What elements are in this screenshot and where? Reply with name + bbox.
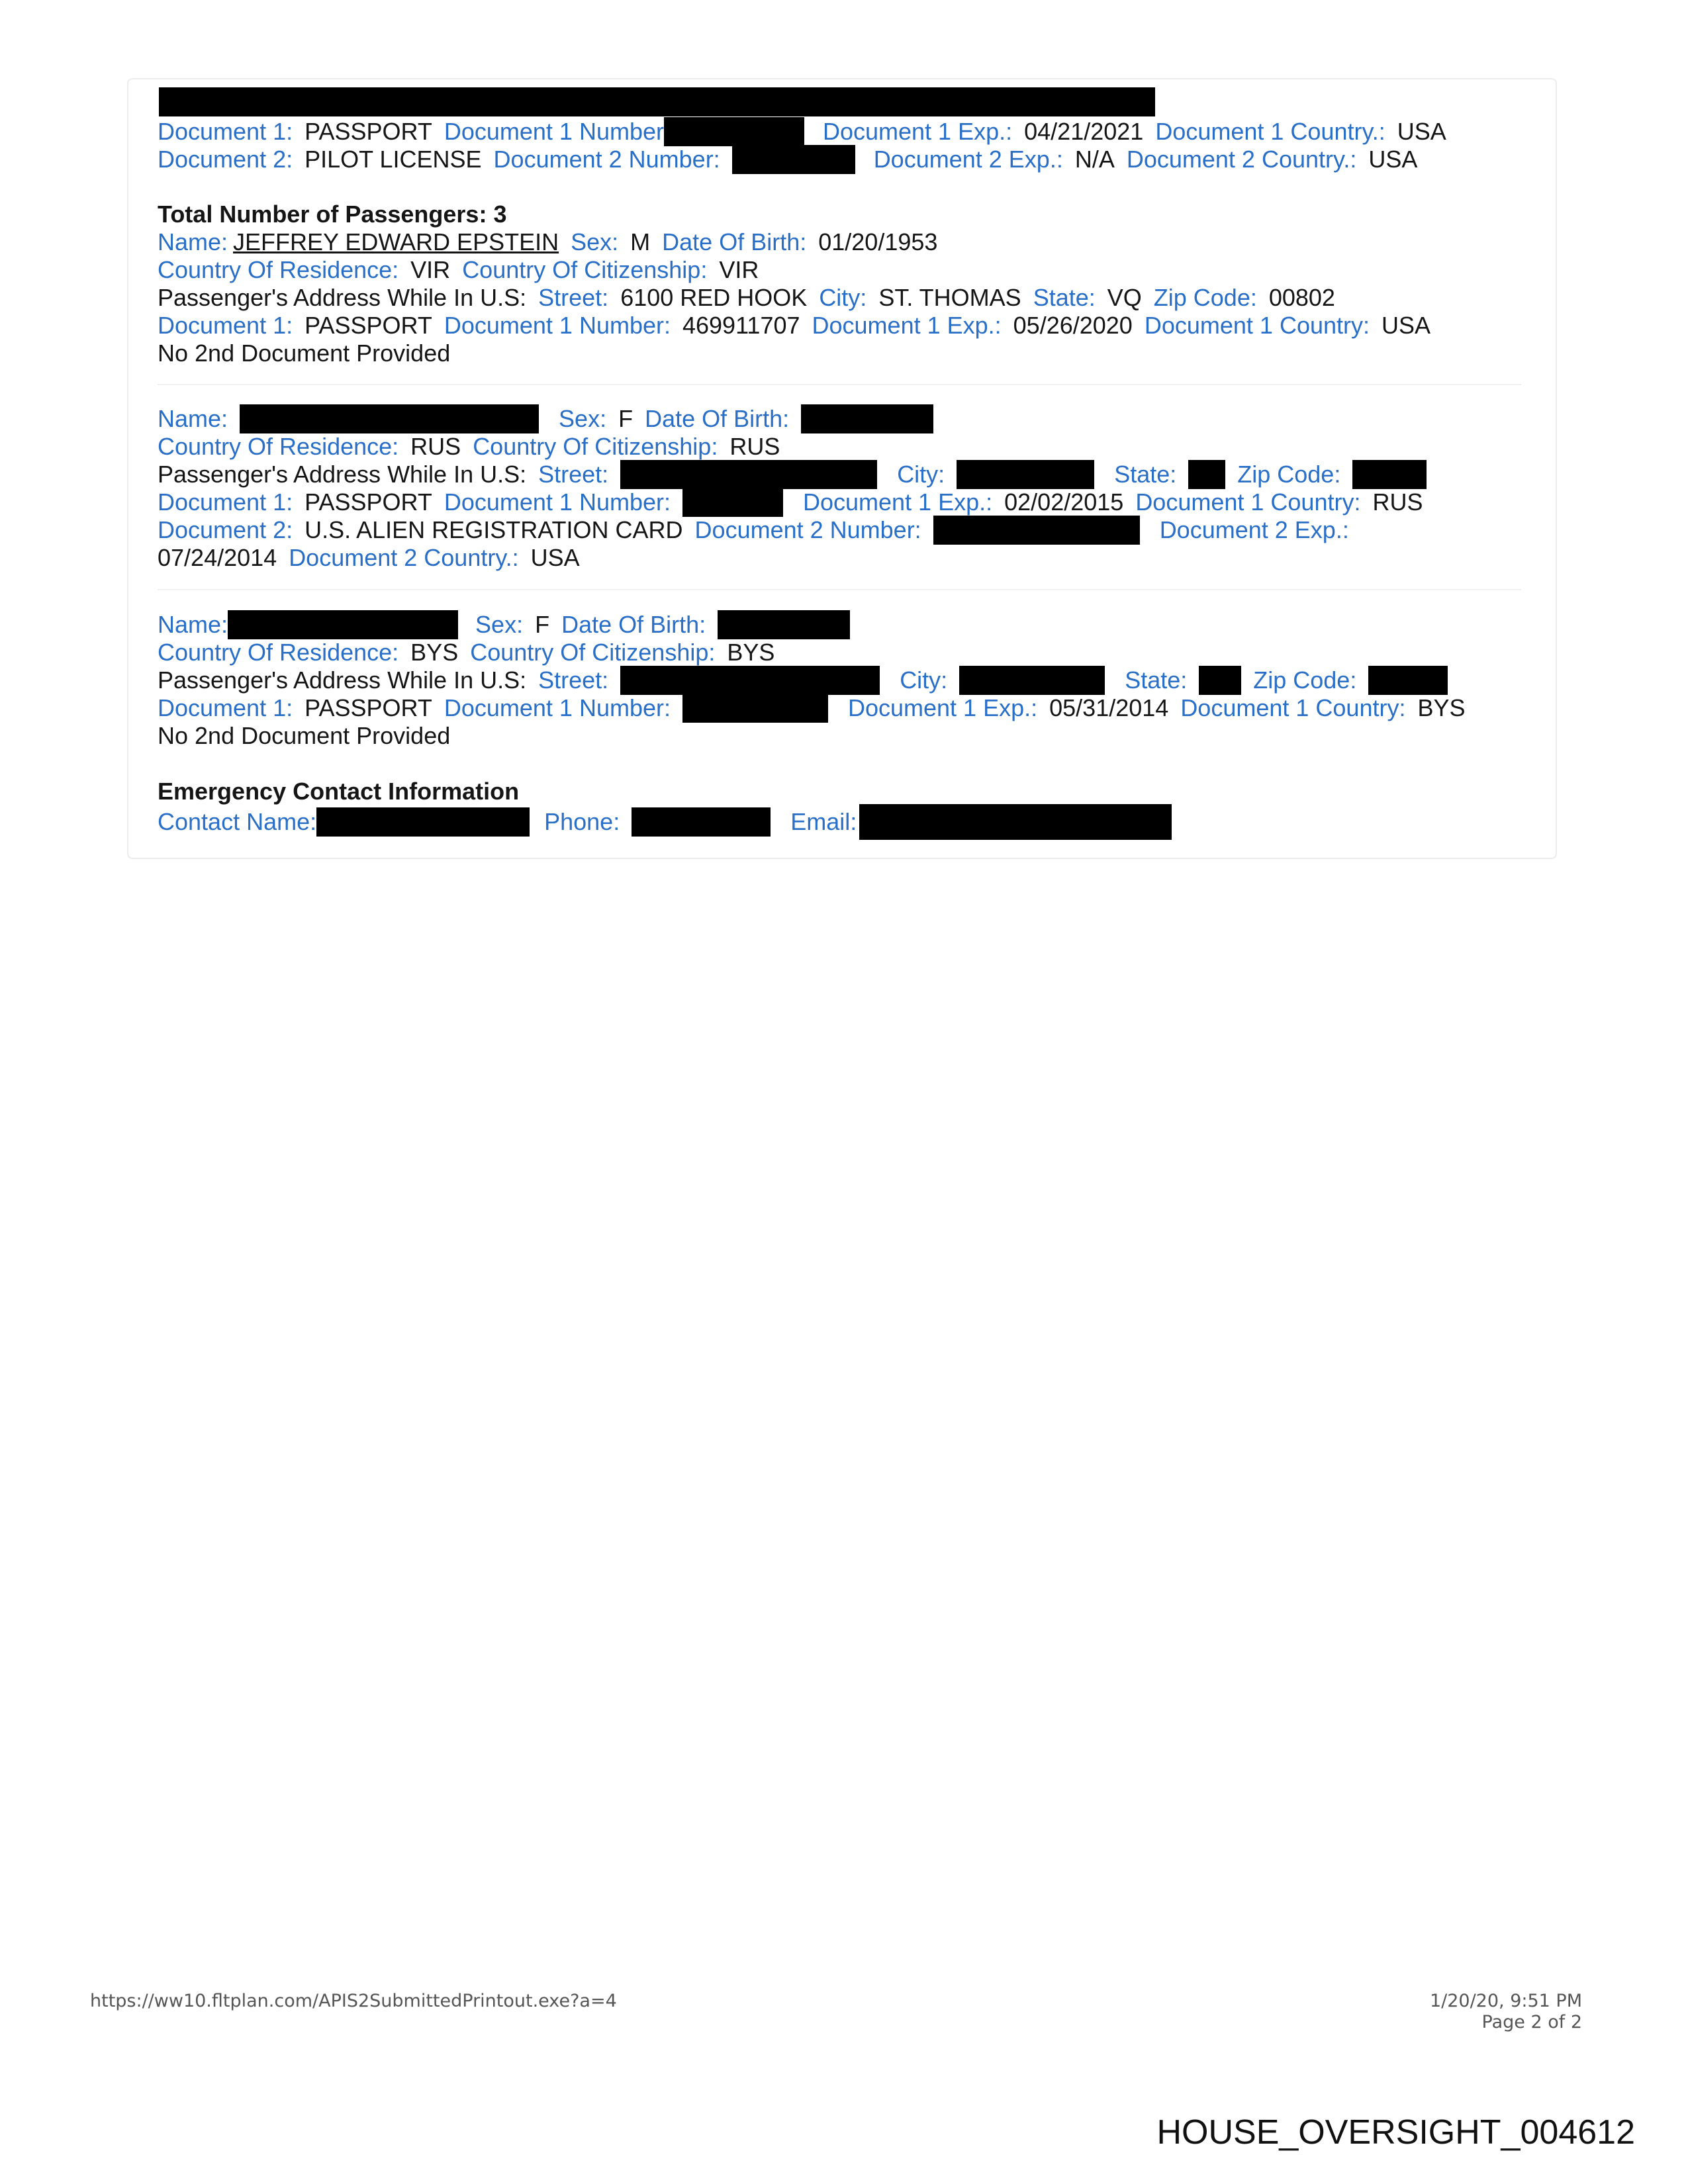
- redaction-bar: [620, 666, 880, 695]
- passenger-2-name-line: [158, 404, 945, 433]
- passenger-3-country-line: [158, 637, 786, 666]
- label: Zip Code:: [1253, 666, 1357, 694]
- label: Document 1:: [158, 488, 293, 516]
- label: Street:: [538, 284, 609, 312]
- value: PASSPORT: [305, 118, 432, 146]
- heading: Emergency Contact Information: [158, 778, 520, 805]
- label: Name:: [158, 228, 228, 256]
- label: State:: [1125, 666, 1188, 694]
- label: Passenger's Address While In U.S:: [158, 461, 527, 488]
- passenger-count-heading: [158, 199, 518, 228]
- label: Document 1 Number: [444, 118, 664, 146]
- label: City:: [900, 666, 948, 694]
- label: Country Of Citizenship:: [462, 256, 708, 284]
- label: Document 1 Country.:: [1155, 118, 1385, 146]
- note: No 2nd Document Provided: [158, 340, 451, 367]
- label: Contact Name:: [158, 808, 317, 835]
- label: Document 2 Country.:: [1126, 146, 1357, 173]
- label: Date Of Birth:: [645, 405, 790, 433]
- passenger-1-address-line: [158, 283, 1347, 312]
- value: M: [630, 228, 651, 256]
- label: Document 1:: [158, 118, 293, 146]
- redaction-bar: [240, 404, 539, 433]
- divider: [158, 384, 1521, 385]
- value: 469911707: [682, 312, 800, 340]
- redaction-bar: [1188, 460, 1225, 489]
- value: VIR: [719, 256, 759, 284]
- label: Country Of Residence:: [158, 433, 399, 461]
- value: PASSPORT: [305, 488, 432, 516]
- label: Passenger's Address While In U.S:: [158, 666, 527, 694]
- value: 07/24/2014: [158, 544, 277, 572]
- redaction-bar: [957, 460, 1094, 489]
- value: BYS: [727, 639, 775, 666]
- redaction-bar: [1368, 666, 1448, 695]
- value: BYS: [1417, 694, 1466, 722]
- redaction-bar: [732, 145, 855, 174]
- value: 6100 RED HOOK: [620, 284, 808, 312]
- label: Document 1:: [158, 694, 293, 722]
- label: Street:: [538, 666, 609, 694]
- redaction-bar: [1352, 460, 1427, 489]
- value: 05/26/2020: [1013, 312, 1133, 340]
- label: Document 1:: [158, 312, 293, 340]
- value: USA: [530, 544, 580, 572]
- value: RUS: [410, 433, 461, 461]
- passenger-2-address-line: [158, 459, 1438, 489]
- label: Document 1 Exp.:: [847, 694, 1038, 722]
- label: Zip Code:: [1153, 284, 1257, 312]
- redaction-bar: [1199, 666, 1241, 695]
- redaction-bar: [801, 404, 933, 433]
- redaction-bar: [859, 804, 1172, 840]
- emergency-heading-line: [158, 776, 531, 805]
- label: Document 1 Exp.:: [822, 118, 1013, 146]
- label: Country Of Residence:: [158, 639, 399, 666]
- divider: [158, 589, 1521, 590]
- label: Document 1 Country:: [1135, 488, 1361, 516]
- label: Document 1 Exp.:: [812, 312, 1002, 340]
- crew-document-1-line: [158, 116, 1458, 146]
- value: 01/20/1953: [818, 228, 938, 256]
- redaction-bar: [682, 694, 828, 723]
- value: F: [535, 611, 550, 639]
- value: USA: [1397, 118, 1446, 146]
- value: N/A: [1074, 146, 1115, 173]
- value: 00802: [1268, 284, 1335, 312]
- redaction-bar: [228, 610, 458, 639]
- value: ST. THOMAS: [878, 284, 1021, 312]
- label: Document 1 Number:: [444, 488, 671, 516]
- label: Document 1 Number:: [444, 694, 671, 722]
- label: Document 2 Exp.:: [1159, 516, 1349, 544]
- label: Document 1 Number:: [444, 312, 671, 340]
- value: PILOT LICENSE: [305, 146, 482, 173]
- emergency-contact-line: [158, 804, 1184, 840]
- passenger-2-document-2-cont-line: [158, 543, 592, 572]
- label: Document 2:: [158, 146, 293, 173]
- label: Country Of Residence:: [158, 256, 399, 284]
- value: U.S. ALIEN REGISTRATION CARD: [305, 516, 683, 544]
- label: Date Of Birth:: [662, 228, 807, 256]
- label: Country Of Citizenship:: [470, 639, 716, 666]
- passenger-1-no-document-line: [158, 338, 462, 367]
- label: Zip Code:: [1237, 461, 1341, 488]
- passenger-2-country-line: [158, 432, 792, 461]
- label: Document 2 Number:: [493, 146, 720, 173]
- passenger-3-address-line: [158, 665, 1460, 695]
- value: 04/21/2021: [1024, 118, 1144, 146]
- label: Sex:: [571, 228, 619, 256]
- passenger-1-document-line: [158, 310, 1442, 340]
- value: BYS: [410, 639, 459, 666]
- label: Country Of Citizenship:: [473, 433, 718, 461]
- crew-document-2-line: [158, 144, 1429, 174]
- value: RUS: [729, 433, 780, 461]
- label: Document 1 Exp.:: [802, 488, 993, 516]
- passenger-name: JEFFREY EDWARD EPSTEIN: [233, 228, 559, 256]
- label: Document 2 Number:: [694, 516, 921, 544]
- value: RUS: [1372, 488, 1423, 516]
- note: No 2nd Document Provided: [158, 722, 451, 750]
- label: Street:: [538, 461, 609, 488]
- passenger-1-country-line: [158, 255, 771, 284]
- heading: Total Number of Passengers: 3: [158, 201, 507, 228]
- label: Email:: [790, 808, 857, 835]
- label: Document 2 Country.:: [289, 544, 519, 572]
- label: Passenger's Address While In U.S:: [158, 284, 527, 312]
- passenger-1-name-line: [158, 227, 949, 256]
- label: Name:: [158, 405, 228, 433]
- label: State:: [1114, 461, 1177, 488]
- footer-url: https://ww10.fltplan.com/APIS2SubmittedPrintout.exe?a=4: [90, 1991, 617, 2011]
- value: 05/31/2014: [1049, 694, 1169, 722]
- redaction-bar: [620, 460, 877, 489]
- label: Document 2 Exp.:: [873, 146, 1063, 173]
- redaction-bar: [632, 807, 771, 837]
- value: PASSPORT: [305, 694, 432, 722]
- label: Document 1 Country:: [1180, 694, 1406, 722]
- label: Date Of Birth:: [561, 611, 706, 639]
- value: VQ: [1107, 284, 1142, 312]
- redaction-bar: [682, 488, 783, 517]
- label: City:: [819, 284, 867, 312]
- redaction-bar: [159, 87, 1155, 116]
- redaction-bar: [959, 666, 1105, 695]
- passenger-2-document-1-line: [158, 487, 1434, 517]
- passenger-2-document-2-line: [158, 515, 1361, 545]
- redaction-bar: [316, 807, 530, 837]
- label: Sex:: [475, 611, 524, 639]
- label: Phone:: [544, 808, 620, 835]
- passenger-3-name-line: [158, 610, 862, 639]
- label: Document 2:: [158, 516, 293, 544]
- label: Name:: [158, 611, 228, 639]
- value: PASSPORT: [305, 312, 432, 340]
- redaction-bar: [718, 610, 850, 639]
- value: VIR: [410, 256, 451, 284]
- footer-page-number: Page 2 of 2: [1481, 2012, 1582, 2032]
- label: Sex:: [559, 405, 607, 433]
- passenger-3-no-document-line: [158, 721, 462, 750]
- value: USA: [1368, 146, 1418, 173]
- value: F: [618, 405, 633, 433]
- bates-stamp: HOUSE_OVERSIGHT_004612: [1156, 2113, 1635, 2152]
- label: City:: [897, 461, 945, 488]
- redaction-bar: [933, 516, 1140, 545]
- passenger-3-document-line: [158, 693, 1477, 723]
- label: Document 1 Country:: [1144, 312, 1370, 340]
- value: 02/02/2015: [1004, 488, 1124, 516]
- label: State:: [1033, 284, 1096, 312]
- footer-datetime: 1/20/20, 9:51 PM: [1429, 1991, 1582, 2011]
- value: USA: [1382, 312, 1431, 340]
- redaction-bar: [664, 117, 804, 146]
